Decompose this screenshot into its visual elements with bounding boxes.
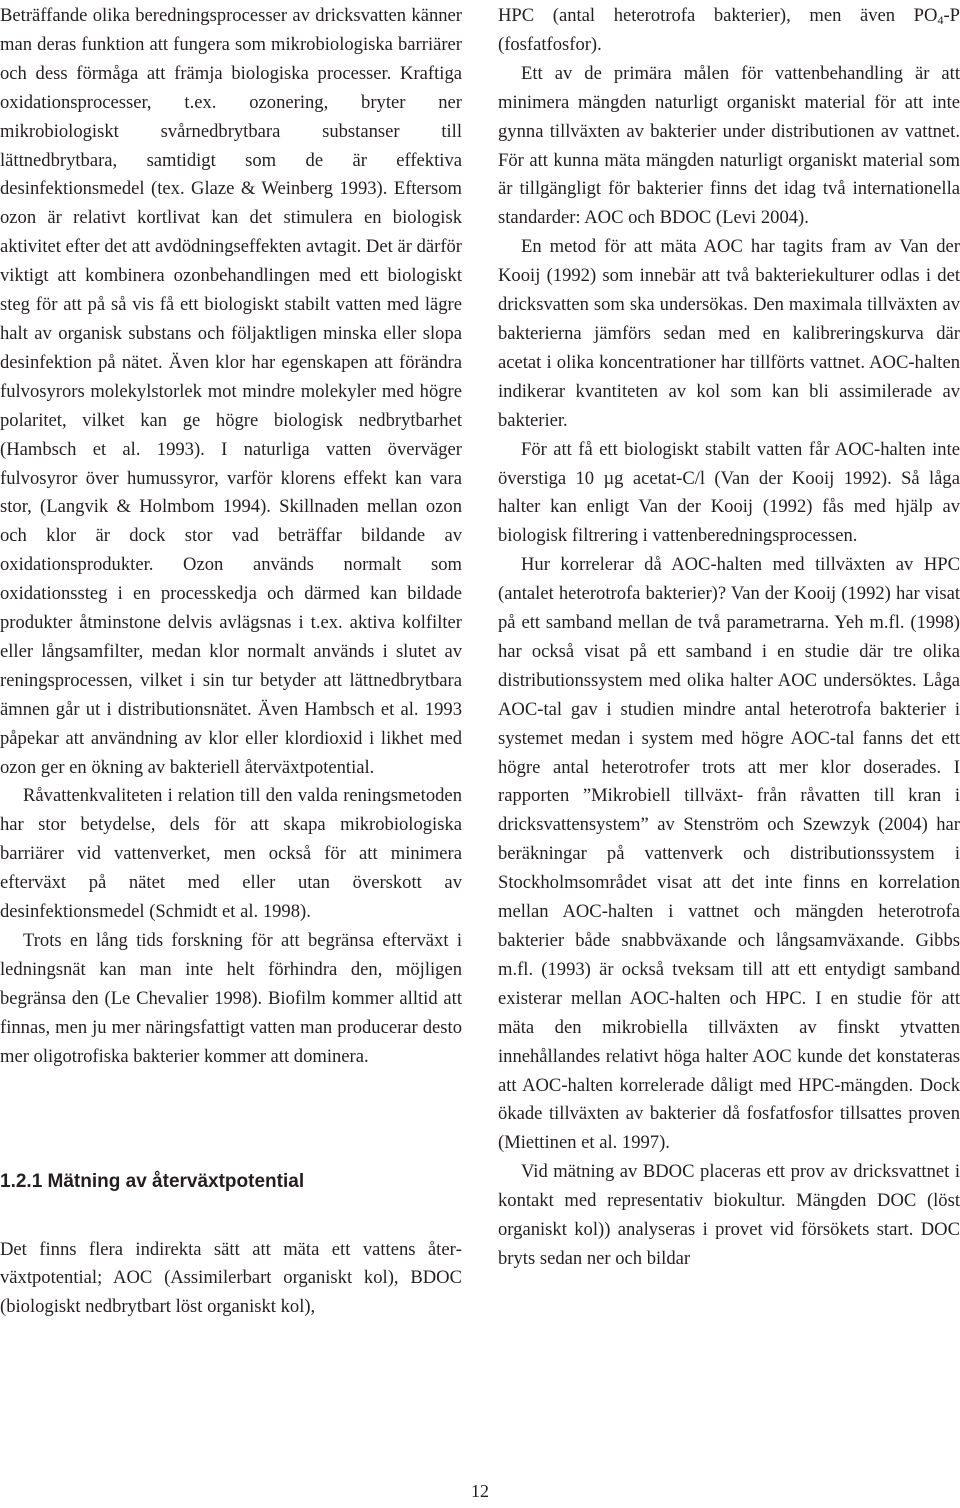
section-heading: 1.2.1 Mätning av återväxtpotential — [0, 1170, 305, 1192]
right-column — [498, 2, 960, 1274]
left-column — [0, 2, 462, 1322]
continuation-text: HPC (antal heterotrofa bakterier), men även PO — [498, 5, 938, 26]
subscript: 4 — [937, 13, 944, 27]
body-paragraph: Hur korrelerar då AOC-halten med tillväxten av HPC (antalet heterotrofa bakterier)? Van der Kooij (1992) har visat på ett samband mellan de två parametrarna. Yeh m.fl. (1998) har också visat på ett samband i en studie där tre olika distributionssystem med olika halter AOC undersöktes. Låga AOC-tal gav i studien mindre antal heterotrofa bakterier i systemet medan i system med högre AOC-tal fanns det ett högre antal heterotrofer trots att mer klor doserades. I rapporten ”Mikrobiell tillväxt- från råvatten till kran i dricksvattensystem” av Stenström och Szewzyk (2004) har beräkningar på vattenverk och distributionssystem i Stockholmsområdet visat att det inte finns en korrelation mellan AOC-halten i vattnet och mängden heterotrofa bakterier både snabbväxande och långsamväxande. Gibbs m.fl. (1993) är också tveksam till att ett entydigt samband existerar mellan AOC-halten och HPC. I en studie för att mäta den mikrobiella tillväxten av finskt ytvatten innehållandes relativt höga halter AOC kunde det konstateras att AOC-halten korrelerade dåligt med HPC-mängden. Dock ökade tillväxten av bakterier då fosfatfosfor tillsattes proven (Miettinen et al. 1997). — [498, 554, 960, 1154]
body-paragraph: För att få ett biologiskt stabilt vatten får AOC-halten inte överstiga 10 µg acetat-C/l (Van der Kooij 1992). Så låga halter kan enligt Van der Kooij (1992) fås med hjälp av biologisk filtrering i vattenberedningsprocessen. — [498, 438, 960, 547]
continuation-paragraph — [498, 2, 960, 60]
body-paragraph: Det finns flera indirekta sätt att mäta ett vattens återväxtpotential; AOC (Assimilerbart organiskt kol), BDOC (biologiskt nedbrytbart löst organiskt kol), — [0, 1238, 462, 1318]
body-paragraph: Vid mätning av BDOC placeras ett prov av dricksvattnet i kontakt med representativ biokultur. Mängden DOC (löst organiskt kol)) analyseras i provet vid försökets start. DOC bryts sedan ner och bildar — [498, 1161, 960, 1269]
continuation-text-end: -P (fosfatfosfor). — [498, 5, 960, 55]
body-paragraph: Ett av de primära målen för vattenbehandling är att minimera mängden naturligt organiskt material för att inte gynna tillväxten av bakterier under distributionen av vattnet. För att kunna mäta mängden naturligt organiskt material som är tillgängligt för bakterier finns det idag två internationella standarder: AOC och BDOC (Levi 2004). — [498, 62, 960, 229]
body-paragraph: Råvattenkvaliteten i relation till den valda reningsmetoden har stor betydelse, dels för att skapa mikrobiologiska barriärer vid vattenverket, men också för att minimera efterväxt på nätet med eller utan överskott av desinfektionsmedel (Schmidt et al. 1998). — [0, 785, 462, 923]
body-paragraph: En metod för att mäta AOC har tagits fram av Van der Kooij (1992) som innebär att två bakteriekulturer odlas i det dricksvatten som ska undersökas. Den maximala tillväxten av bakterierna jämförs sedan med en kalibreringskurva där acetat i olika koncentrationer har tillförts vattnet. AOC-halten indikerar kvantiteten av kol som kan bli assimilerade av bakterier. — [498, 236, 960, 431]
page-number: 12 — [471, 1481, 489, 1501]
body-paragraph: Beträffande olika beredningsprocesser av dricksvatten känner man deras funktion att fungera som mikrobiologiska barriärer och dess förmåga att främja biologiska processer. Kraftiga oxidationsprocesser, t.ex. ozonering, bryter ner mikrobiologiskt svårnedbrytbara substanser till lättnedbrytbara, samtidigt som de är effektiva desinfektionsmedel (tex. Glaze & Weinberg 1993). Eftersom ozon är relativt kortlivat kan det stimulera en biologisk aktivitet efter det att avdödningseffekten avtagit. Det är därför viktigt att kombinera ozonbehandlingen med ett biologiskt steg för att på så vis få ett biologiskt stabilt vatten med lägre halt av organisk substans och följaktligen minska eller slopa desinfektion på nätet. Även klor har egenskapen att förändra fulvosyrors molekylstorlek mot mindre molekyler med högre polaritet, vilket kan ge högre biologisk nedbrytbarhet (Hambsch et al. 1993). I naturliga vatten överväger fulvosyror över humussyror, varför klorens effekt kan vara stor, (Langvik & Holmbom 1994). Skillnaden mellan ozon och klor är dock stor vad beträffar bildande av oxidationsprodukter. Ozon används normalt som oxidationssteg i en processkedja och därmed kan bildade produkter åtminstone delvis avlägsnas i t.ex. aktiva kolfilter eller långsamfilter, medan klor normalt används i slutet av reningsprocessen, vilket i sin tur betyder att lättnedbrytbara ämnen går ut i distributionsnätet. Även Hambsch et al. 1993 påpekar att användning av klor eller klordioxid i likhet med ozon ger en ökning av bakteriell återväxtpotential. — [0, 5, 462, 778]
section-heading-wrap — [0, 1168, 462, 1196]
body-paragraph: Trots en lång tids forskning för att begränsa efterväxt i ledningsnät kan man inte helt förhindra den, möjligen begränsa den (Le Chevalier 1998). Biofilm kommer alltid att finnas, men ju mer näringsfattigt vatten man producerar desto mer oligotrofiska bakterier kommer att dominera. — [0, 930, 462, 1067]
